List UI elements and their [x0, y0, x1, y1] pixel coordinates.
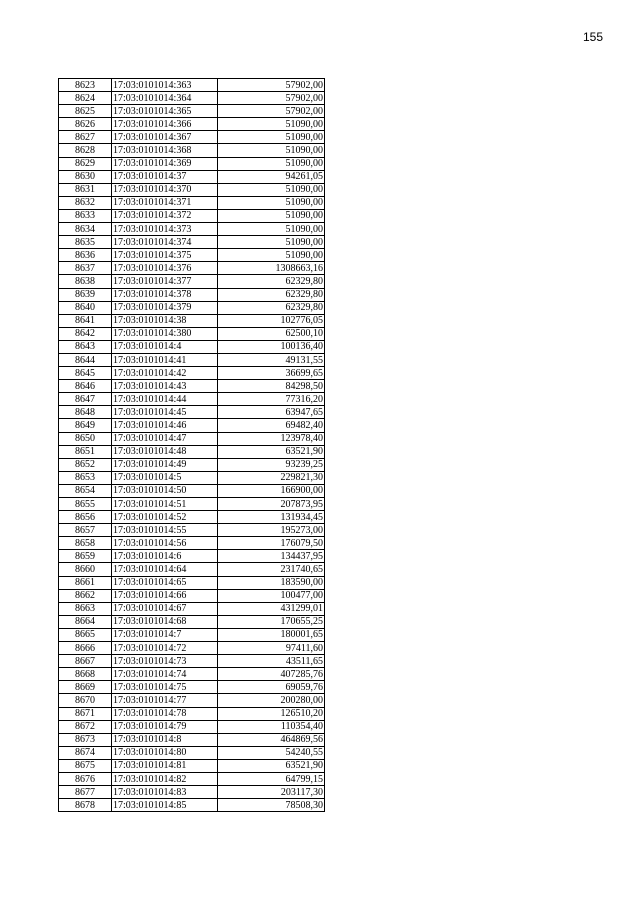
table-row [59, 118, 325, 131]
cadastral-value-cell: 62500,10 [218, 327, 325, 340]
row-number-cell: 8673 [59, 733, 112, 746]
table-row [59, 157, 325, 170]
row-number-cell: 8632 [59, 196, 112, 209]
cadastral-number-cell: 17:03:0101014:77 [112, 694, 218, 707]
cadastral-number-cell: 17:03:0101014:48 [112, 445, 218, 458]
cadastral-number-cell: 17:03:0101014:50 [112, 484, 218, 497]
cadastral-value-cell: 51090,00 [218, 131, 325, 144]
cadastral-value-cell: 183590,00 [218, 576, 325, 589]
table-row [59, 406, 325, 419]
cadastral-value-cell: 51090,00 [218, 157, 325, 170]
cadastral-number-cell: 17:03:0101014:366 [112, 118, 218, 131]
table-row [59, 759, 325, 772]
page-number: 155 [583, 30, 604, 44]
cadastral-value-cell: 200280,00 [218, 694, 325, 707]
cadastral-number-cell: 17:03:0101014:42 [112, 367, 218, 380]
cadastral-number-cell: 17:03:0101014:363 [112, 79, 218, 92]
row-number-cell: 8637 [59, 262, 112, 275]
cadastral-value-cell: 51090,00 [218, 144, 325, 157]
cadastral-value-cell: 63521,90 [218, 759, 325, 772]
cadastral-number-cell: 17:03:0101014:73 [112, 655, 218, 668]
row-number-cell: 8631 [59, 183, 112, 196]
cadastral-value-cell: 51090,00 [218, 223, 325, 236]
row-number-cell: 8642 [59, 327, 112, 340]
row-number-cell: 8652 [59, 458, 112, 471]
table-row [59, 92, 325, 105]
row-number-cell: 8627 [59, 131, 112, 144]
cadastral-number-cell: 17:03:0101014:45 [112, 406, 218, 419]
table-row [59, 655, 325, 668]
cadastral-value-cell: 134437,95 [218, 550, 325, 563]
cadastral-number-cell: 17:03:0101014:46 [112, 419, 218, 432]
cadastral-number-cell: 17:03:0101014:78 [112, 707, 218, 720]
cadastral-value-cell: 63947,65 [218, 406, 325, 419]
cadastral-value-cell: 54240,55 [218, 746, 325, 759]
cadastral-number-cell: 17:03:0101014:379 [112, 301, 218, 314]
table-row [59, 694, 325, 707]
cadastral-value-cell: 123978,40 [218, 432, 325, 445]
cadastral-number-cell: 17:03:0101014:7 [112, 628, 218, 641]
row-number-cell: 8643 [59, 340, 112, 353]
cadastral-value-cell: 180001,65 [218, 628, 325, 641]
row-number-cell: 8654 [59, 484, 112, 497]
table-row [59, 458, 325, 471]
cadastral-value-cell: 100136,40 [218, 340, 325, 353]
row-number-cell: 8630 [59, 170, 112, 183]
row-number-cell: 8678 [59, 799, 112, 812]
row-number-cell: 8667 [59, 655, 112, 668]
cadastral-value-cell: 131934,45 [218, 511, 325, 524]
table-row [59, 144, 325, 157]
cadastral-value-cell: 431299,01 [218, 602, 325, 615]
table-row [59, 550, 325, 563]
row-number-cell: 8668 [59, 668, 112, 681]
cadastral-number-cell: 17:03:0101014:5 [112, 471, 218, 484]
row-number-cell: 8669 [59, 681, 112, 694]
row-number-cell: 8661 [59, 576, 112, 589]
cadastral-number-cell: 17:03:0101014:376 [112, 262, 218, 275]
table-row [59, 367, 325, 380]
row-number-cell: 8659 [59, 550, 112, 563]
cadastral-value-cell: 176079,50 [218, 537, 325, 550]
row-number-cell: 8648 [59, 406, 112, 419]
row-number-cell: 8626 [59, 118, 112, 131]
table-row [59, 196, 325, 209]
cadastral-number-cell: 17:03:0101014:79 [112, 720, 218, 733]
table-row [59, 393, 325, 406]
table-row [59, 419, 325, 432]
cadastral-number-cell: 17:03:0101014:8 [112, 733, 218, 746]
row-number-cell: 8641 [59, 314, 112, 327]
row-number-cell: 8635 [59, 236, 112, 249]
cadastral-number-cell: 17:03:0101014:83 [112, 786, 218, 799]
cadastral-value-table [58, 78, 325, 812]
cadastral-value-cell: 69059,76 [218, 681, 325, 694]
cadastral-number-cell: 17:03:0101014:55 [112, 524, 218, 537]
cadastral-value-cell: 97411,60 [218, 642, 325, 655]
cadastral-value-cell: 36699,65 [218, 367, 325, 380]
cadastral-value-cell: 170655,25 [218, 615, 325, 628]
table-row [59, 288, 325, 301]
table-row [59, 589, 325, 602]
cadastral-value-cell: 57902,00 [218, 79, 325, 92]
cadastral-number-cell: 17:03:0101014:68 [112, 615, 218, 628]
table-row [59, 484, 325, 497]
row-number-cell: 8651 [59, 445, 112, 458]
cadastral-value-cell: 231740,65 [218, 563, 325, 576]
row-number-cell: 8662 [59, 589, 112, 602]
row-number-cell: 8640 [59, 301, 112, 314]
cadastral-number-cell: 17:03:0101014:368 [112, 144, 218, 157]
cadastral-number-cell: 17:03:0101014:43 [112, 380, 218, 393]
cadastral-number-cell: 17:03:0101014:81 [112, 759, 218, 772]
cadastral-value-cell: 57902,00 [218, 105, 325, 118]
row-number-cell: 8636 [59, 249, 112, 262]
row-number-cell: 8677 [59, 786, 112, 799]
table-row [59, 170, 325, 183]
row-number-cell: 8660 [59, 563, 112, 576]
row-number-cell: 8639 [59, 288, 112, 301]
table-row [59, 209, 325, 222]
row-number-cell: 8653 [59, 471, 112, 484]
cadastral-number-cell: 17:03:0101014:378 [112, 288, 218, 301]
cadastral-value-cell: 69482,40 [218, 419, 325, 432]
table-body [59, 79, 325, 812]
cadastral-number-cell: 17:03:0101014:371 [112, 196, 218, 209]
cadastral-value-cell: 93239,25 [218, 458, 325, 471]
row-number-cell: 8647 [59, 393, 112, 406]
table-row [59, 511, 325, 524]
row-number-cell: 8650 [59, 432, 112, 445]
cadastral-number-cell: 17:03:0101014:377 [112, 275, 218, 288]
table-row [59, 746, 325, 759]
table-row [59, 772, 325, 785]
cadastral-number-cell: 17:03:0101014:49 [112, 458, 218, 471]
table-row [59, 733, 325, 746]
row-number-cell: 8634 [59, 223, 112, 236]
cadastral-value-cell: 102776,05 [218, 314, 325, 327]
cadastral-value-cell: 63521,90 [218, 445, 325, 458]
table-row [59, 79, 325, 92]
cadastral-value-cell: 62329,80 [218, 301, 325, 314]
row-number-cell: 8676 [59, 772, 112, 785]
cadastral-number-cell: 17:03:0101014:370 [112, 183, 218, 196]
table-row [59, 380, 325, 393]
cadastral-number-cell: 17:03:0101014:47 [112, 432, 218, 445]
row-number-cell: 8623 [59, 79, 112, 92]
cadastral-value-cell: 203117,30 [218, 786, 325, 799]
cadastral-number-cell: 17:03:0101014:51 [112, 498, 218, 511]
cadastral-number-cell: 17:03:0101014:6 [112, 550, 218, 563]
row-number-cell: 8655 [59, 498, 112, 511]
row-number-cell: 8628 [59, 144, 112, 157]
cadastral-value-cell: 51090,00 [218, 236, 325, 249]
cadastral-number-cell: 17:03:0101014:367 [112, 131, 218, 144]
cadastral-number-cell: 17:03:0101014:82 [112, 772, 218, 785]
table-row [59, 799, 325, 812]
row-number-cell: 8624 [59, 92, 112, 105]
row-number-cell: 8663 [59, 602, 112, 615]
row-number-cell: 8675 [59, 759, 112, 772]
cadastral-number-cell: 17:03:0101014:74 [112, 668, 218, 681]
table-row [59, 668, 325, 681]
row-number-cell: 8649 [59, 419, 112, 432]
table-row [59, 602, 325, 615]
cadastral-value-cell: 1308663,16 [218, 262, 325, 275]
cadastral-value-cell: 207873,95 [218, 498, 325, 511]
cadastral-value-cell: 51090,00 [218, 118, 325, 131]
cadastral-number-cell: 17:03:0101014:72 [112, 642, 218, 655]
cadastral-number-cell: 17:03:0101014:44 [112, 393, 218, 406]
table-row [59, 524, 325, 537]
table-row [59, 445, 325, 458]
row-number-cell: 8672 [59, 720, 112, 733]
table-row [59, 628, 325, 641]
table-row [59, 563, 325, 576]
cadastral-value-cell: 407285,76 [218, 668, 325, 681]
row-number-cell: 8645 [59, 367, 112, 380]
table-row [59, 615, 325, 628]
cadastral-number-cell: 17:03:0101014:85 [112, 799, 218, 812]
table-row [59, 275, 325, 288]
table-row [59, 262, 325, 275]
row-number-cell: 8656 [59, 511, 112, 524]
table-row [59, 314, 325, 327]
table-row [59, 301, 325, 314]
cadastral-number-cell: 17:03:0101014:66 [112, 589, 218, 602]
cadastral-number-cell: 17:03:0101014:56 [112, 537, 218, 550]
cadastral-value-cell: 62329,80 [218, 288, 325, 301]
row-number-cell: 8665 [59, 628, 112, 641]
cadastral-value-cell: 195273,00 [218, 524, 325, 537]
cadastral-number-cell: 17:03:0101014:64 [112, 563, 218, 576]
cadastral-value-cell: 51090,00 [218, 209, 325, 222]
table-row [59, 353, 325, 366]
cadastral-value-cell: 62329,80 [218, 275, 325, 288]
cadastral-number-cell: 17:03:0101014:372 [112, 209, 218, 222]
cadastral-value-cell: 126510,20 [218, 707, 325, 720]
cadastral-value-cell: 64799,15 [218, 772, 325, 785]
row-number-cell: 8664 [59, 615, 112, 628]
row-number-cell: 8629 [59, 157, 112, 170]
cadastral-number-cell: 17:03:0101014:37 [112, 170, 218, 183]
cadastral-number-cell: 17:03:0101014:4 [112, 340, 218, 353]
cadastral-value-cell: 84298,50 [218, 380, 325, 393]
cadastral-number-cell: 17:03:0101014:375 [112, 249, 218, 262]
cadastral-number-cell: 17:03:0101014:369 [112, 157, 218, 170]
cadastral-number-cell: 17:03:0101014:75 [112, 681, 218, 694]
row-number-cell: 8625 [59, 105, 112, 118]
cadastral-number-cell: 17:03:0101014:380 [112, 327, 218, 340]
cadastral-value-cell: 43511,65 [218, 655, 325, 668]
table-row [59, 236, 325, 249]
cadastral-value-cell: 110354,40 [218, 720, 325, 733]
cadastral-value-cell: 229821,30 [218, 471, 325, 484]
row-number-cell: 8638 [59, 275, 112, 288]
cadastral-value-cell: 77316,20 [218, 393, 325, 406]
cadastral-value-cell: 49131,55 [218, 353, 325, 366]
table-row [59, 537, 325, 550]
cadastral-value-cell: 57902,00 [218, 92, 325, 105]
table-row [59, 183, 325, 196]
table-row [59, 707, 325, 720]
table-row [59, 681, 325, 694]
table-row [59, 576, 325, 589]
cadastral-number-cell: 17:03:0101014:80 [112, 746, 218, 759]
cadastral-value-cell: 100477,00 [218, 589, 325, 602]
table-row [59, 249, 325, 262]
table-row [59, 498, 325, 511]
table-row [59, 720, 325, 733]
cadastral-number-cell: 17:03:0101014:374 [112, 236, 218, 249]
row-number-cell: 8644 [59, 353, 112, 366]
cadastral-value-cell: 51090,00 [218, 183, 325, 196]
cadastral-number-cell: 17:03:0101014:364 [112, 92, 218, 105]
row-number-cell: 8657 [59, 524, 112, 537]
cadastral-value-cell: 94261,05 [218, 170, 325, 183]
row-number-cell: 8633 [59, 209, 112, 222]
cadastral-value-cell: 464869,56 [218, 733, 325, 746]
table-row [59, 105, 325, 118]
cadastral-value-cell: 166900,00 [218, 484, 325, 497]
table-row [59, 131, 325, 144]
cadastral-number-cell: 17:03:0101014:67 [112, 602, 218, 615]
table-row [59, 327, 325, 340]
row-number-cell: 8658 [59, 537, 112, 550]
cadastral-number-cell: 17:03:0101014:365 [112, 105, 218, 118]
table-row [59, 642, 325, 655]
cadastral-number-cell: 17:03:0101014:373 [112, 223, 218, 236]
cadastral-value-cell: 51090,00 [218, 196, 325, 209]
table-row [59, 432, 325, 445]
cadastral-number-cell: 17:03:0101014:38 [112, 314, 218, 327]
cadastral-value-cell: 51090,00 [218, 249, 325, 262]
row-number-cell: 8671 [59, 707, 112, 720]
table-row [59, 340, 325, 353]
cadastral-number-cell: 17:03:0101014:52 [112, 511, 218, 524]
cadastral-value-cell: 78508,30 [218, 799, 325, 812]
table-row [59, 786, 325, 799]
row-number-cell: 8646 [59, 380, 112, 393]
table-row [59, 471, 325, 484]
row-number-cell: 8670 [59, 694, 112, 707]
row-number-cell: 8674 [59, 746, 112, 759]
row-number-cell: 8666 [59, 642, 112, 655]
cadastral-number-cell: 17:03:0101014:41 [112, 353, 218, 366]
table-row [59, 223, 325, 236]
cadastral-number-cell: 17:03:0101014:65 [112, 576, 218, 589]
